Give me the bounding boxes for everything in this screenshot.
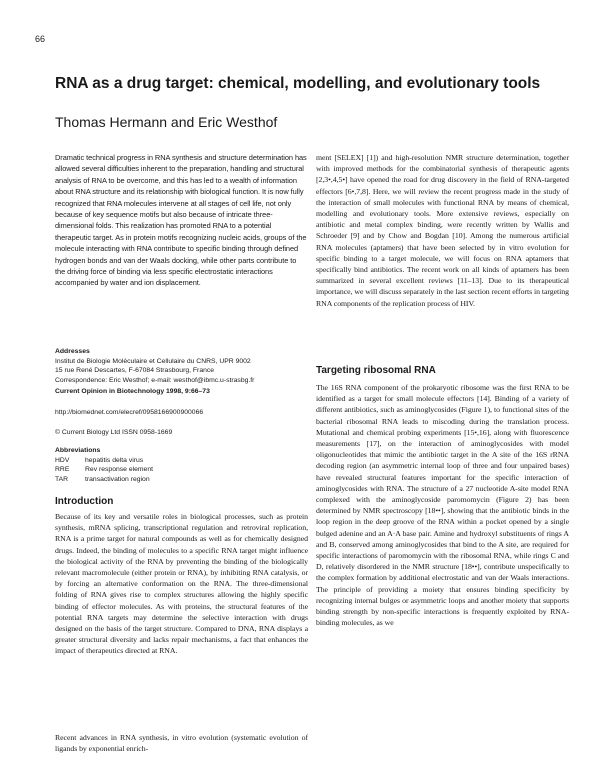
body-paragraph: ment [SELEX] [1]) and high-resolution NMR structure determination, together with improved methods for the combinatorial synthesis of therapeutic agents [2,3•,4,5•] have opened the road for drug discovery in the field of RNA-targeted effectors [6•,7,8]. Here, we will review the recent progress made in the study of the interaction of small molecules with functional RNA by means of chemical, modelling and evolutionary tools. More extensive reviews, especially on antibiotic and metal complex binding, were recently written by Wallis and Schroeder [9] and by Chow and Bogdan [10]. Among the numerous artificial RNA molecules (aptamers) that have been selected by in vitro evolution for specific binding to a target molecule, we will focus on RNA aptamers that specifically bind antibiotics. The recent work on all kinds of aptamers has been summarized in several excellent reviews [11–13]. Due to its therapeutical importance, we will discuss separately in the last section recent efforts in targeting RNA components of the replication process of HIV. [316,153,569,308]
journal-citation: Current Opinion in Biotechnology 1998, 9:66–73 [55,388,210,395]
introduction-paragraph: Recent advances in RNA synthesis, in vitro evolution (systematic evolution of ligands by exponential enrich- [55,733,308,754]
abbreviation-term: HDV [55,456,70,464]
addresses-heading: Addresses [55,348,90,355]
abbreviation-definition: transactivation region [85,475,150,483]
abbreviation-row [55,456,308,466]
page-number: 66 [35,34,46,44]
copyright-line: © Current Biology Ltd ISSN 0958-1669 [55,429,173,436]
abstract: Dramatic technical progress in RNA synthesis and structure determination has allowed several difficulties inherent to the preparation, handling and structural analysis of RNA to be overcome, and this has led to a wealth of information about RNA structure and its relationship with biological function. It is now fully recognized that RNA molecules intervene at all stages of cell life, not only because of key sequence motifs but also because of intricate three-dimensional folds. This realization has promoted RNA to a potential therapeutic target. As in protein motifs recognizing nucleic acids, groups of the molecule interacting with RNA contribute to specific binding through defined hydrogen bonds and van der Waals docking, while other parts contribute to the driving force of binding via less specific electrostatic interactions accompanied by water and ion displacement. [55,153,307,288]
address-line: Institut de Biologie Moléculaire et Cellulaire du CNRS, UPR 9002 [55,357,251,365]
address-line: 15 rue René Descartes, F-67084 Strasbourg, France [55,367,215,375]
abbreviations [55,446,308,484]
abbreviation-row [55,475,308,485]
ribosomal-paragraph: The 16S RNA component of the prokaryotic ribosome was the first RNA to be identified as a target for small molecule effectors [14]. Binding of a variety of different antibiotics, such as aminoglycosides (Figure 1), to functional sites of the bacterial ribosomal RNA leads to miscoding during the translation process. Mutational and chemical probing experiments [15•,16], along with fluorescence measurements [17], on the interaction of aminoglycosides with model oligonucleotides that mimic the antibiotic target in the A site of the 16S rRNA decoding region (an asymmetric internal loop of three and four unpaired bases) have revealed structural features important for the specific interaction of aminoglycosides with RNA. The structure of a 27 nucleotide A-site model RNA complexed with the aminoglycoside paromomycin (Figure 2) has been determined by NMR spectroscopy [18••], showing that the antibiotic binds in the loop region in the deep groove of the RNA within a pocket opened by a single bulged adenine and an A·A base pair. Amine and hydroxyl substituents of rings A and B, conserved among aminoglycosides that bind to the A site, are required for specific interactions of paromomycin with the ribosomal RNA, while rings C and D, relatively disordered in the NMR structure [18••], contribute unspecifically to the complex formation by additional electrostatic and van der Waals interactions. The principle of providing a moiety that ensures binding specificity by recognizing internal bulges or asymmetric loops and another moiety that supports binding strength by non-specific interactions is frequently exploited by RNA-binding molecules, as we [316,383,569,628]
abbreviation-definition: hepatitis delta virus [85,456,144,464]
article-authors: Thomas Hermann and Eric Westhof [55,114,278,130]
article-title: RNA as a drug target: chemical, modelling, and evolutionary tools [55,75,541,92]
address-line: Correspondence: Eric Westhof; e-mail: westhof@ibmc.u-strasbg.fr [55,376,255,384]
abbreviations-heading: Abbreviations [55,447,101,454]
abbreviation-row [55,465,308,475]
abbreviation-term: RRE [55,466,70,474]
abbreviation-definition: Rev response element [85,466,154,474]
addresses [55,347,308,385]
introduction-heading: Introduction [55,496,114,507]
abbreviation-term: TAR [55,475,69,483]
ribosomal-heading: Targeting ribosomal RNA [316,365,436,376]
article-url: http://biomednet.com/elecref/0958166900900066 [55,409,204,416]
introduction-paragraph: Because of its key and versatile roles in biological processes, such as protein synthesis, mRNA splicing, transcriptional regulation and retroviral replication, RNA is a prime target for natural compounds as well as for chemically designed drugs. Indeed, the binding of molecules to a specific RNA target might influence the biological activity of the RNA by preventing the binding of the biologically relevant macromolecule (either protein or RNA), by inhibiting RNA catalysis, or by forcing an alternative conformation on the RNA. The three-dimensional folding of RNA gives rise to complex structures allowing the highly specific binding of effector molecules. As with proteins, the structural features of the potential RNA targets may determine the selective interaction with drugs designed on the basis of the target structure. Compared to DNA, RNA displays a greater structural diversity and lacks repair mechanisms, a fact that enhances the impact of therapeutics directed at RNA. [55,512,308,656]
